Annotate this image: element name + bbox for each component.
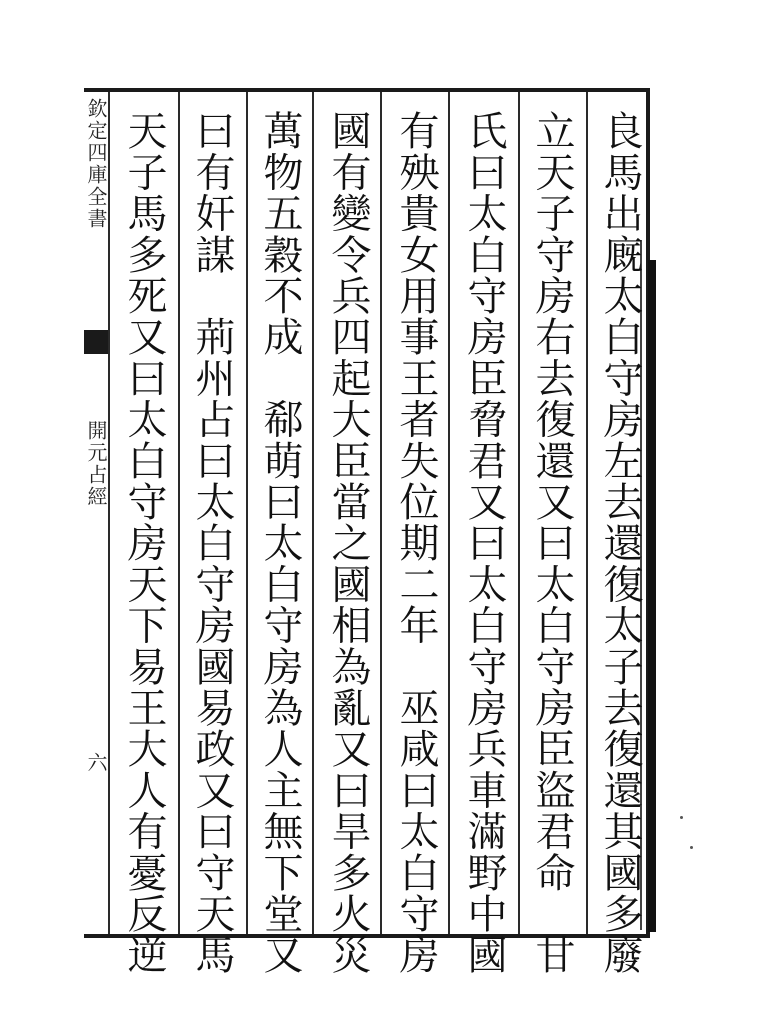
text-column-5: 國有變令兵四起大臣當之國相為亂又曰旱多火災: [325, 110, 371, 976]
column-rule: [246, 92, 248, 934]
text-column-3: 氏曰太白守房臣脅君又曰太白守房兵車滿野中國: [461, 110, 507, 976]
margin-rule: [108, 92, 110, 934]
text-column-2: 立天子守房右去復還又曰太白守房臣盜君命 甘: [529, 110, 575, 976]
spine-edge: [648, 260, 656, 932]
column-rule: [380, 92, 382, 934]
margin-title: 欽定四庫全書: [84, 98, 108, 230]
text-column-1: 良馬出廐太白守房左去還復太子去復還其國多廢: [597, 110, 643, 976]
margin-fishtail: [84, 330, 108, 354]
top-border: [84, 88, 648, 92]
text-column-8: 天子馬多死又曰太白守房天下易王大人有憂反逆: [121, 110, 167, 976]
margin-book-title: 開元占經: [84, 420, 108, 508]
text-column-6: 萬物五穀不成 郗萌曰太白守房為人主無下堂又: [257, 110, 303, 976]
column-rule: [448, 92, 450, 934]
text-column-4: 有殃貴女用事王者失位期二年 巫咸曰太白守房: [393, 110, 439, 976]
column-rule: [178, 92, 180, 934]
margin-page-number: 六: [84, 752, 108, 774]
text-column-7: 曰有奸謀 荊州占曰太白守房國易政又曰守天馬: [189, 110, 235, 976]
column-rule: [518, 92, 520, 934]
column-rule: [312, 92, 314, 934]
speck: [690, 846, 693, 849]
speck: [680, 816, 683, 819]
column-rule: [586, 92, 588, 934]
